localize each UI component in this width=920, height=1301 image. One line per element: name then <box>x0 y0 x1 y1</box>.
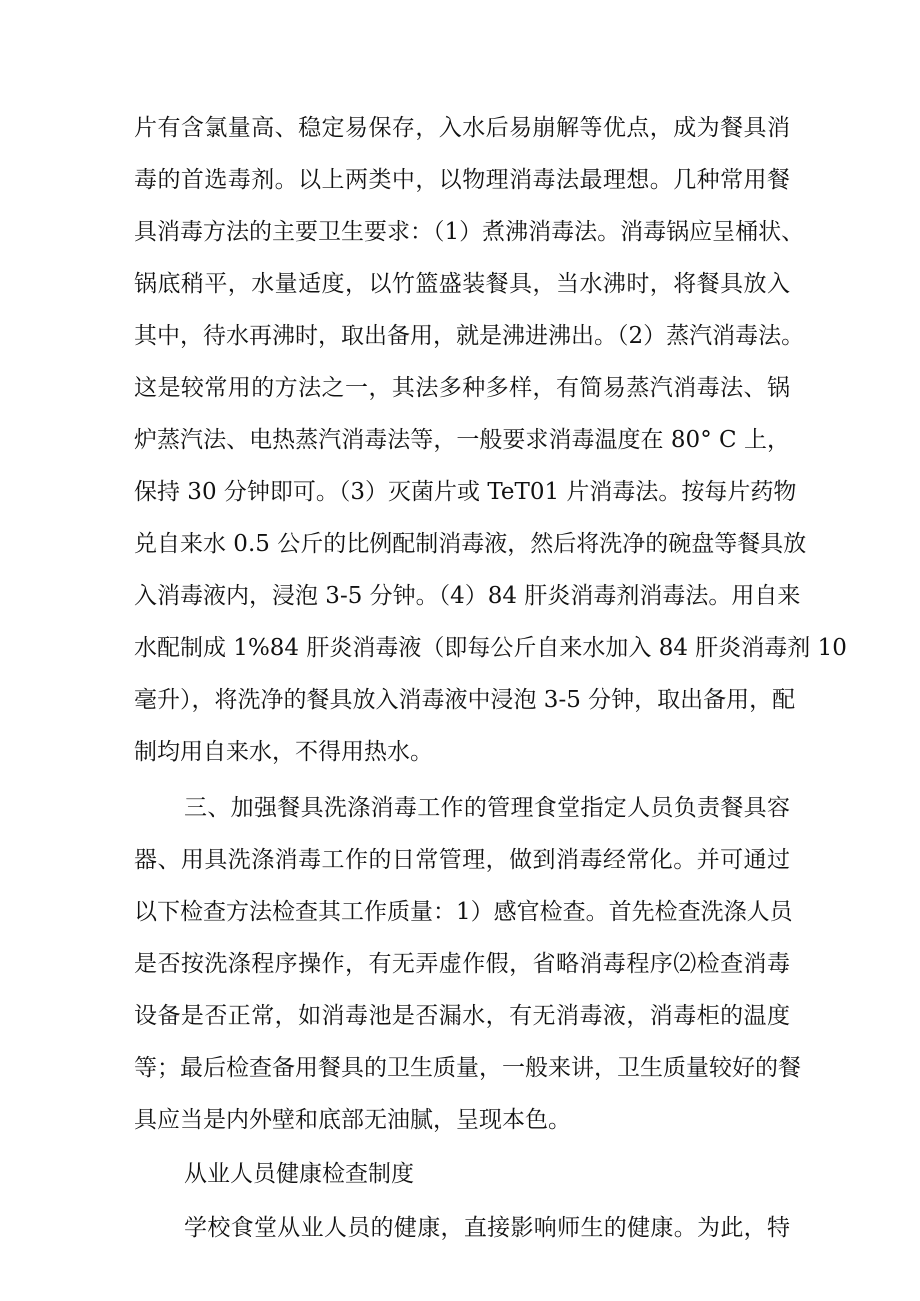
text-line: 毒的首选毒剂。以上两类中，以物理消毒法最理想。几种常用餐 <box>134 167 790 193</box>
text-line: 设备是否正常，如消毒池是否漏水，有无消毒液，消毒柜的温度 <box>134 1003 790 1029</box>
text-line: 入消毒液内，浸泡 3-5 分钟。（4）84 肝炎消毒剂消毒法。用自来 <box>134 583 801 609</box>
text-line: 水配制成 1%84 肝炎消毒液（即每公斤自来水加入 84 肝炎消毒剂 10 <box>134 635 847 661</box>
text-line: 以下检查方法检查其工作质量：1）感官检查。首先检查洗涤人员 <box>134 899 793 925</box>
text-line: 是否按洗涤程序操作，有无弄虚作假，省略消毒程序⑵检查消毒 <box>134 951 790 977</box>
text-line: 具消毒方法的主要卫生要求：（1）煮沸消毒法。消毒锅应呈桶状、 <box>134 219 805 245</box>
text-line: 器、用具洗涤消毒工作的日常管理，做到消毒经常化。并可通过 <box>134 847 790 873</box>
section-heading: 从业人员健康检查制度 <box>184 1161 414 1187</box>
text-line: 其中，待水再沸时，取出备用，就是沸进沸出。（2）蒸汽消毒法。 <box>134 323 805 349</box>
text-line: 这是较常用的方法之一，其法多种多样，有简易蒸汽消毒法、锅 <box>134 375 790 401</box>
text-line: 片有含氯量高、稳定易保存，入水后易崩解等优点，成为餐具消 <box>134 115 790 141</box>
text-line: 锅底稍平，水量适度，以竹篮盛装餐具，当水沸时，将餐具放入 <box>134 271 790 297</box>
text-line: 保持 30 分钟即可。（3）灭菌片或 TeT01 片消毒法。按每片药物 <box>134 479 797 505</box>
text-line: 毫升），将洗净的餐具放入消毒液中浸泡 3-5 分钟，取出备用，配 <box>134 687 796 713</box>
text-line: 三、加强餐具洗涤消毒工作的管理食堂指定人员负责餐具容 <box>184 795 790 821</box>
text-line: 学校食堂从业人员的健康，直接影响师生的健康。为此，特 <box>184 1215 790 1241</box>
text-line: 炉蒸汽法、电热蒸汽消毒法等，一般要求消毒温度在 80° C 上， <box>134 427 790 453</box>
text-line: 具应当是内外壁和底部无油腻，呈现本色。 <box>134 1107 571 1133</box>
text-line: 制均用自来水，不得用热水。 <box>134 739 433 765</box>
text-line: 等；最后检查备用餐具的卫生质量，一般来讲，卫生质量较好的餐 <box>134 1055 801 1081</box>
text-line: 兑自来水 0.5 公斤的比例配制消毒液，然后将洗净的碗盘等餐具放 <box>134 531 807 557</box>
